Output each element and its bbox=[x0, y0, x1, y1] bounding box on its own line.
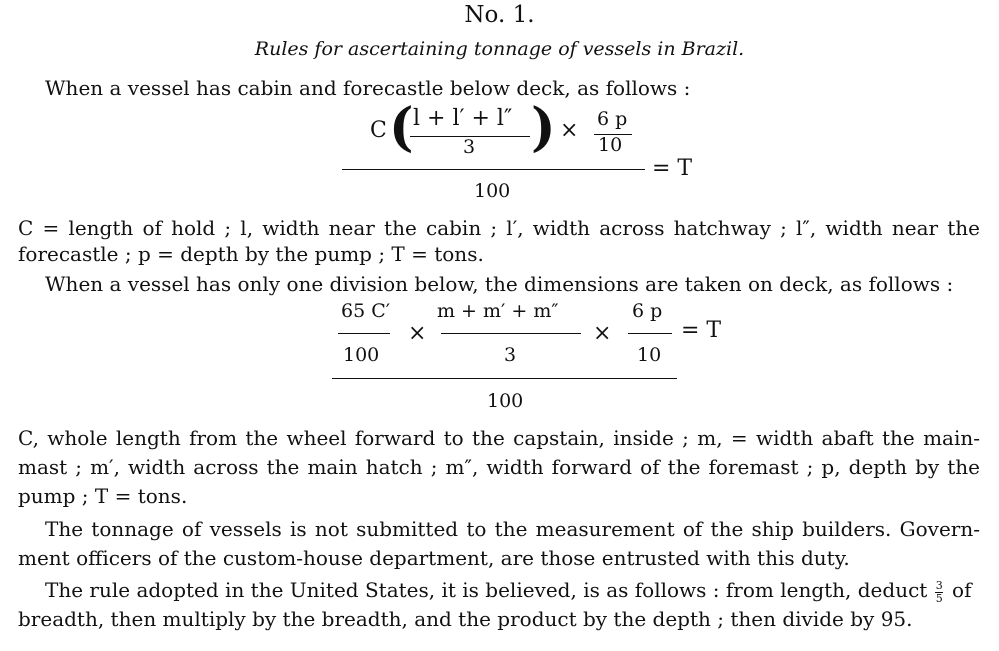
formula2-equals-t: = T bbox=[681, 318, 722, 343]
paragraph-us-rule-cont: breadth, then multiply by the breadth, and the product by the depth ; then divide by 95. bbox=[18, 607, 913, 631]
paragraph-us-rule bbox=[45, 578, 972, 605]
formula1-p-numerator: 6 p bbox=[597, 108, 628, 130]
formula1-equals-t: = T bbox=[652, 156, 693, 181]
us-rule-of: of bbox=[952, 578, 972, 602]
formula1-inner-denominator: 3 bbox=[463, 136, 476, 158]
paragraph-definitions-2: C, whole length from the wheel forward to the capstain, inside ; m, = width abaft the main- bbox=[18, 426, 980, 450]
us-rule-fraction bbox=[934, 578, 946, 605]
us-rule-fraction-denominator: 5 bbox=[935, 591, 943, 605]
us-rule-fraction-numerator: 3 bbox=[935, 578, 943, 592]
formula2-main-fraction-bar bbox=[332, 378, 677, 379]
paragraph-definitions-2-cont2: pump ; T = tons. bbox=[18, 484, 188, 508]
formula2-a-numerator: 65 C′ bbox=[341, 300, 391, 322]
formula1-right-paren: ) bbox=[531, 97, 556, 158]
paragraph-deck-intro: When a vessel has only one division below, the dimensions are taken on deck, as follows : bbox=[45, 272, 954, 296]
formula2-m-numerator: m + m′ + m″ bbox=[437, 300, 559, 322]
formula2-times-1: × bbox=[408, 321, 427, 346]
formula1-denominator: 100 bbox=[474, 180, 511, 202]
formula1-left-paren: ( bbox=[389, 97, 414, 158]
formula2-p-denominator: 10 bbox=[637, 344, 662, 366]
formula1-main-fraction-bar bbox=[342, 169, 645, 170]
paragraph-definitions-1: C = length of hold ; l, width near the cabin ; l′, width across hatchway ; l″, width near the bbox=[18, 216, 980, 240]
paragraph-definitions-1-cont: forecastle ; p = depth by the pump ; T = tons. bbox=[18, 242, 484, 266]
formula2-m-denominator: 3 bbox=[504, 344, 517, 366]
formula2-p-numerator: 6 p bbox=[632, 300, 663, 322]
paragraph-measurement-note: The tonnage of vessels is not submitted to the measurement of the ship builders. Govern- bbox=[45, 517, 980, 541]
formula2-a-fraction-bar bbox=[338, 333, 390, 334]
formula1-times: × bbox=[560, 118, 579, 143]
formula1-c: C bbox=[370, 118, 387, 143]
us-rule-text: The rule adopted in the United States, it is believed, is as follows : from length, deduct bbox=[45, 578, 928, 602]
formula2-p-fraction-bar bbox=[628, 333, 672, 334]
formula1-p-denominator: 10 bbox=[598, 134, 623, 156]
paragraph-definitions-2-cont1: mast ; m′, width across the main hatch ; m″, width forward of the foremast ; p, depth by the bbox=[18, 455, 980, 479]
formula2-denominator: 100 bbox=[487, 390, 524, 412]
formula2-a-denominator: 100 bbox=[343, 344, 380, 366]
formula2-times-2: × bbox=[593, 321, 612, 346]
paragraph-cabin-intro: When a vessel has cabin and forecastle below deck, as follows : bbox=[45, 76, 691, 100]
formula2-m-fraction-bar bbox=[441, 333, 581, 334]
page-heading: No. 1. bbox=[464, 2, 535, 28]
paragraph-measurement-note-cont: ment officers of the custom-house department, are those entrusted with this duty. bbox=[18, 546, 850, 570]
formula1-inner-numerator: l + l′ + l″ bbox=[413, 106, 513, 131]
section-subtitle: Rules for ascertaining tonnage of vessels in Brazil. bbox=[254, 38, 745, 60]
